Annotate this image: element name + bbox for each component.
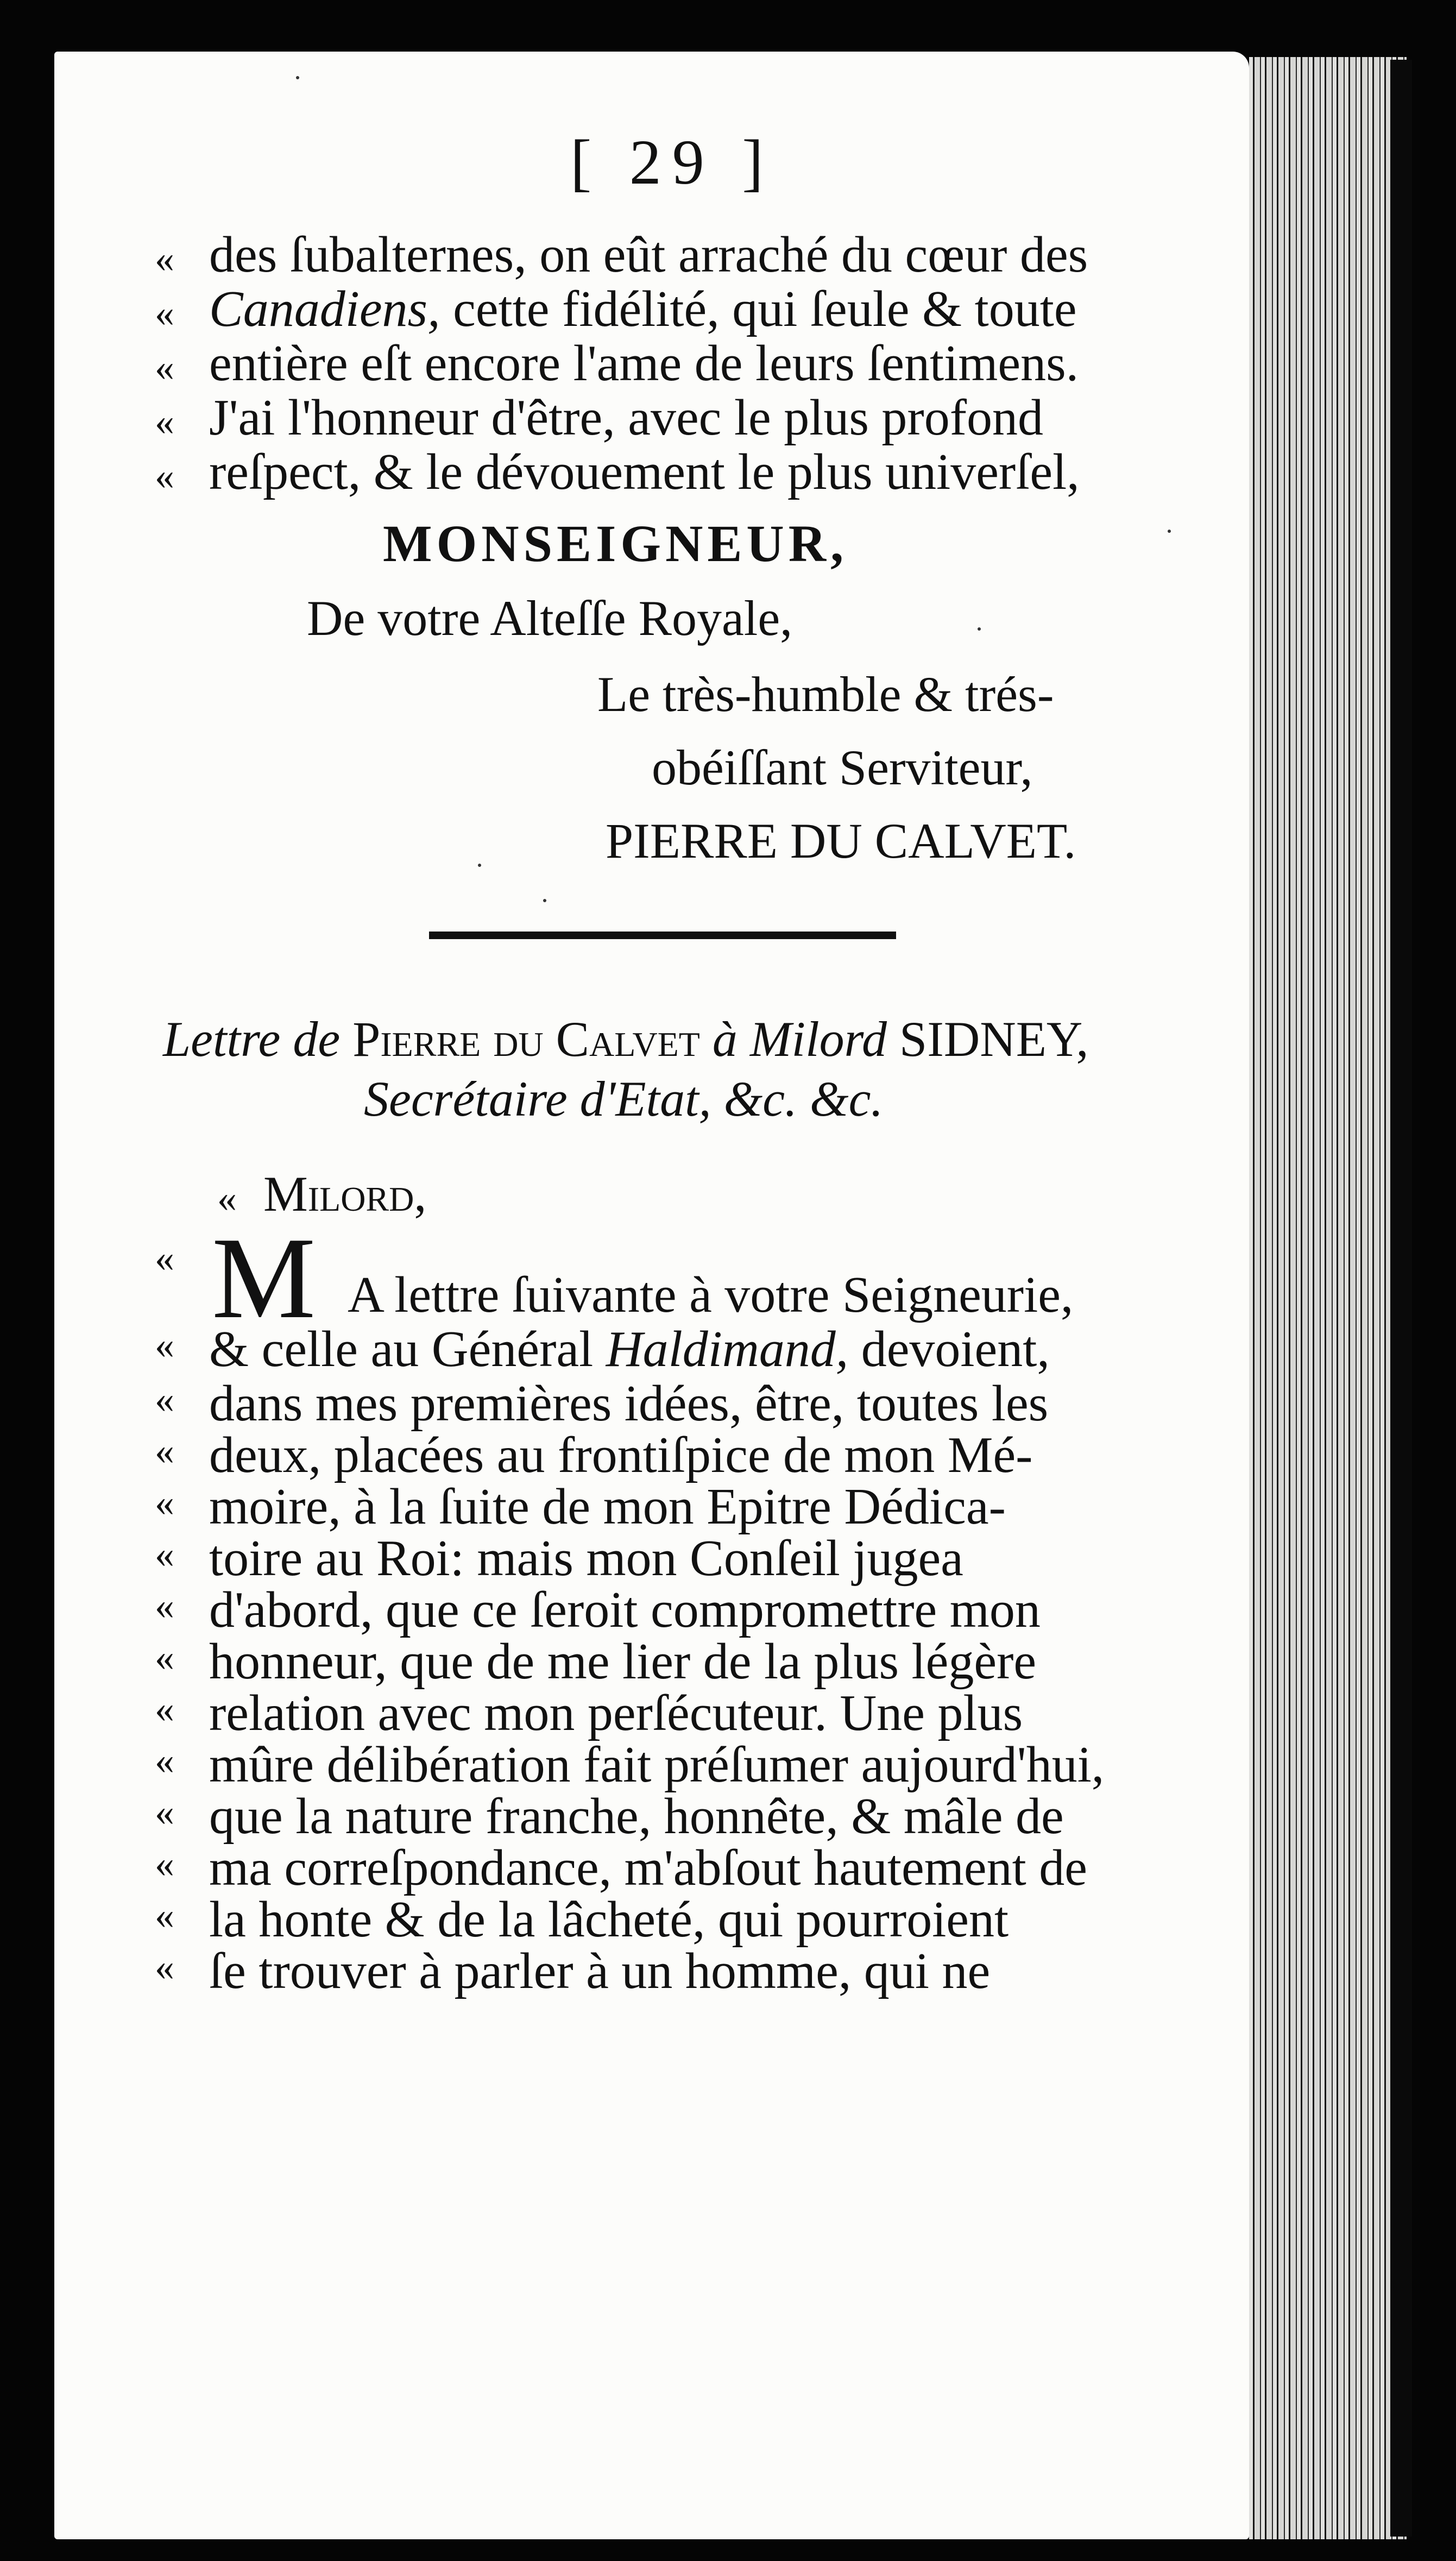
text-line [209, 1320, 1050, 1379]
scan-speck [478, 864, 481, 867]
heading-lettre: Lettre de [163, 1011, 341, 1067]
quote-mark: « [155, 400, 174, 443]
text-line: deux, placées au frontiſpice de mon Mé- [209, 1427, 1033, 1483]
scan-speck [978, 627, 981, 631]
greeting: Milord, [263, 1166, 427, 1222]
italic-word: Haldimand, [606, 1321, 849, 1377]
fore-edge-shadow [1390, 60, 1412, 2537]
signature: PIERRE DU CALVET. [606, 813, 1076, 869]
quote-mark: « [155, 1945, 174, 1989]
text-line: ma correſpondance, m'abſout hautement de [209, 1840, 1087, 1896]
text-line: moire, à la ſuite de mon Epitre Dédica- [209, 1478, 1006, 1535]
quote-mark: « [155, 1584, 174, 1627]
quote-mark: « [217, 1176, 237, 1220]
text-line: entière eſt encore l'ame de leurs ſentimens. [209, 335, 1079, 392]
text-line: A lettre ſuivante à votre Seigneurie, [348, 1267, 1074, 1323]
text-line: mûre délibération fait préſumer aujourd'hui, [209, 1736, 1105, 1793]
drop-cap: M [212, 1213, 316, 1343]
text-line: d'abord, que ce ſeroit compromettre mon [209, 1582, 1041, 1638]
heading-milord: à Milord [712, 1011, 887, 1067]
closing-line: obéiſſant Serviteur, [652, 740, 1033, 795]
text-line: la honte & de la lâcheté, qui pourroient [209, 1891, 1009, 1948]
quote-mark: « [155, 1739, 174, 1782]
heading-author: Pierre du Calvet [352, 1011, 700, 1067]
text-line: relation avec mon perſécuteur. Une plus [209, 1685, 1023, 1741]
quote-mark: « [155, 454, 174, 498]
quote-mark: « [155, 1635, 174, 1679]
quote-mark: « [155, 1481, 174, 1524]
closing-line: De votre Alteſſe Royale, [307, 590, 793, 646]
italic-word: Canadiens, [209, 281, 440, 337]
text-line: honneur, que de me lier de la plus légère [209, 1633, 1037, 1690]
text-segment: & celle au Général [209, 1321, 606, 1377]
text-line: toire au Roi: mais mon Conſeil jugea [209, 1530, 963, 1587]
scan-speck [543, 899, 546, 902]
quote-mark: « [155, 1323, 174, 1367]
quote-mark: « [155, 1842, 174, 1885]
quote-mark: « [155, 1790, 174, 1834]
section-divider [429, 932, 896, 939]
scan-speck [296, 76, 299, 79]
quote-mark: « [155, 1687, 174, 1731]
scan-speck [1168, 530, 1171, 533]
quote-mark: « [155, 345, 174, 389]
text-line: dans mes premières idées, être, toutes les [209, 1375, 1049, 1432]
text-line: des ſubalternes, on eût arraché du cœur des [209, 226, 1088, 283]
text-line: J'ai l'honneur d'être, avec le plus profond [209, 389, 1044, 446]
text-segment: devoient, [848, 1321, 1050, 1377]
text-line: que la nature franche, honnête, & mâle de [209, 1788, 1064, 1845]
text-line: ſe trouver à parler à un homme, qui ne [209, 1943, 991, 1999]
page-fore-edge [1249, 57, 1407, 2539]
page-number: [ 29 ] [570, 127, 774, 198]
text-line: reſpect, & le dévouement le plus univerſel, [209, 444, 1080, 500]
heading-recipient: SIDNEY, [899, 1011, 1089, 1067]
salutation: MONSEIGNEUR, [383, 514, 848, 572]
quote-mark: « [155, 1377, 174, 1421]
quote-mark: « [155, 1893, 174, 1937]
closing-line: Le très-humble & trés- [597, 666, 1054, 722]
quote-mark: « [155, 1236, 174, 1280]
heading-line [163, 1010, 1089, 1068]
quote-mark: « [155, 237, 174, 280]
text-line [209, 280, 1077, 338]
heading-subtitle: Secrétaire d'Etat, &c. &c. [364, 1071, 884, 1127]
text-segment: cette fidélité, qui ſeule & toute [440, 281, 1077, 337]
quote-mark: « [155, 1429, 174, 1473]
quote-mark: « [155, 291, 174, 335]
quote-mark: « [155, 1532, 174, 1576]
